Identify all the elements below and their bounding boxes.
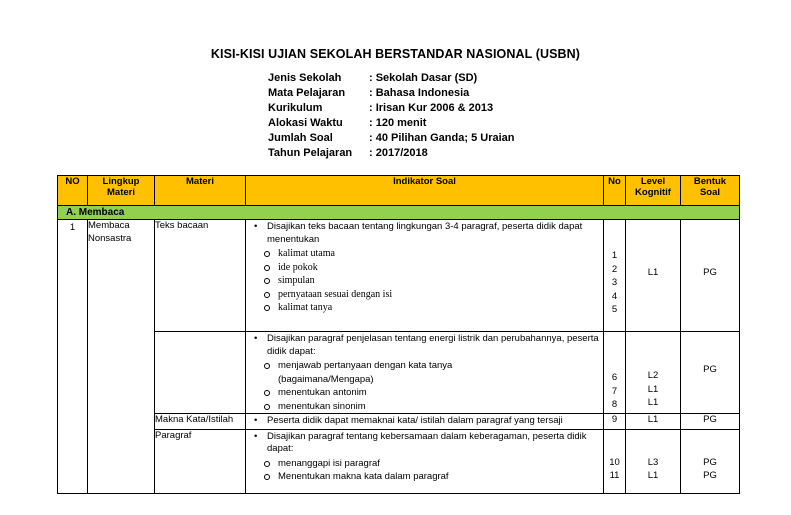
header-level-line2: Kognitif — [635, 187, 671, 198]
bullet-icon: • — [254, 415, 258, 426]
info-value: : 120 menit — [369, 117, 427, 129]
question-number: 11 — [609, 470, 620, 481]
kisi-kisi-table — [57, 175, 740, 494]
info-value: : Irisan Kur 2006 & 2013 — [369, 102, 494, 114]
indikator-item — [246, 414, 603, 429]
info-label: Alokasi Waktu — [268, 117, 343, 129]
indikator-text: Peserta didik dapat memaknai kata/ istilah dalam paragraf yang tersaji — [267, 415, 563, 426]
info-label: Jenis Sekolah — [268, 72, 342, 84]
indikator-cell — [246, 429, 604, 493]
info-label: Jumlah Soal — [268, 132, 333, 144]
header-level-line1: Level — [640, 176, 666, 187]
sub-item: simpulan — [246, 274, 603, 288]
document-info — [268, 71, 515, 161]
info-row-questions — [268, 131, 515, 146]
sub-item: kalimat utama — [246, 247, 603, 261]
sub-item: pernyataan sesuai dengan isi — [246, 288, 603, 302]
info-row-curriculum — [268, 101, 515, 116]
lingkup-materi: Membaca Nonsastra — [88, 220, 155, 494]
level-value: L2 — [647, 370, 659, 381]
sub-item: menentukan antonim — [246, 386, 603, 400]
header-lingkup — [88, 176, 155, 206]
materi-cell: Makna Kata/Istilah — [155, 414, 246, 430]
indikator-text: Disajikan teks bacaan tentang lingkungan 3-4 paragraf, peserta didik dapat menentukan — [267, 221, 583, 245]
header-bentuk-line1: Bentuk — [693, 176, 727, 187]
info-label: Kurikulum — [268, 102, 323, 114]
table-row — [58, 414, 740, 430]
bentuk-value: PG — [703, 470, 717, 481]
header-lingkup-line1: Lingkup — [102, 176, 140, 187]
question-number: 2 — [611, 263, 618, 275]
bentuk-cell — [681, 429, 740, 493]
header-materi: Materi — [155, 176, 246, 206]
indikator-item — [246, 332, 603, 359]
level-cell: L1 — [626, 414, 681, 430]
indikator-cell — [246, 414, 604, 430]
header-bentuk-line2: Soal — [699, 187, 721, 198]
question-number: 6 — [611, 372, 618, 383]
indikator-text: Disajikan paragraf tentang kebersamaan dalam keberagaman, peserta didik dapat: — [267, 430, 587, 454]
indikator-cell — [246, 332, 604, 414]
question-number: 10 — [609, 456, 620, 468]
table-row — [58, 429, 740, 493]
question-number: 1 — [611, 250, 618, 261]
indikator-text: Disajikan paragraf penjelasan tentang energi listrik dan perubahannya, peserta didik dapat: — [267, 333, 599, 357]
info-value: : 2017/2018 — [369, 147, 428, 159]
bullet-icon: • — [254, 221, 258, 232]
indikator-item — [246, 430, 603, 457]
sub-item: menjawab pertanyaan dengan kata tanya (bagaimana/Mengapa) — [246, 359, 518, 386]
table-row — [58, 332, 740, 414]
row-number: 1 — [58, 220, 88, 494]
page-title: KISI-KISI UJIAN SEKOLAH BERSTANDAR NASIONAL (USBN) — [210, 47, 581, 61]
table-row — [58, 220, 740, 332]
question-number: 4 — [611, 290, 618, 302]
level-value: L3 — [647, 456, 659, 468]
bentuk-cell: PG — [681, 332, 740, 414]
section-row — [58, 206, 740, 220]
sub-item: menanggapi isi paragraf — [246, 457, 603, 471]
header-level — [626, 176, 681, 206]
sub-item: ide pokok — [246, 261, 603, 275]
header-bentuk — [681, 176, 740, 206]
level-cell — [626, 429, 681, 493]
info-value: : Bahasa Indonesia — [369, 87, 470, 99]
materi-cell — [155, 332, 246, 414]
question-number: 3 — [611, 277, 618, 288]
bullet-icon: • — [254, 430, 258, 442]
header-no: NO — [58, 176, 88, 206]
header-indikator: Indikator Soal — [246, 176, 604, 206]
table-header-row — [58, 176, 740, 206]
info-value: : 40 Pilihan Ganda; 5 Uraian — [369, 132, 515, 144]
materi-cell: Paragraf — [155, 429, 246, 493]
level-cell: L1 — [626, 220, 681, 332]
info-label: Tahun Pelajaran — [268, 147, 353, 159]
bentuk-cell: PG — [681, 220, 740, 332]
question-number: 5 — [611, 304, 618, 315]
indikator-item — [246, 220, 603, 247]
sub-item: kalimat tanya — [246, 301, 603, 315]
header-no-soal: No — [604, 176, 626, 206]
question-numbers — [604, 332, 626, 414]
info-row-school — [268, 71, 515, 86]
level-cell — [626, 332, 681, 414]
info-label: Mata Pelajaran — [268, 87, 346, 99]
indikator-cell — [246, 220, 604, 332]
sub-item: menentukan sinonim — [246, 400, 603, 414]
level-value: L1 — [647, 470, 659, 481]
question-numbers — [604, 220, 626, 332]
section-label: A. Membaca — [58, 206, 740, 220]
materi-cell: Teks bacaan — [155, 220, 246, 332]
info-row-time — [268, 116, 515, 131]
header-lingkup-line2: Materi — [107, 187, 135, 198]
sub-item: Menentukan makna kata dalam paragraf — [246, 470, 603, 484]
level-value: L1 — [647, 383, 659, 395]
question-number: 9 — [604, 414, 626, 430]
question-number: 7 — [611, 385, 618, 397]
question-number: 8 — [611, 399, 618, 410]
info-row-year — [268, 146, 515, 161]
info-row-subject — [268, 86, 515, 101]
bentuk-cell: PG — [681, 414, 740, 430]
bentuk-value: PG — [703, 456, 717, 468]
bullet-icon: • — [254, 333, 258, 344]
level-value: L1 — [647, 397, 659, 408]
question-numbers — [604, 429, 626, 493]
info-value: : Sekolah Dasar (SD) — [369, 72, 478, 84]
